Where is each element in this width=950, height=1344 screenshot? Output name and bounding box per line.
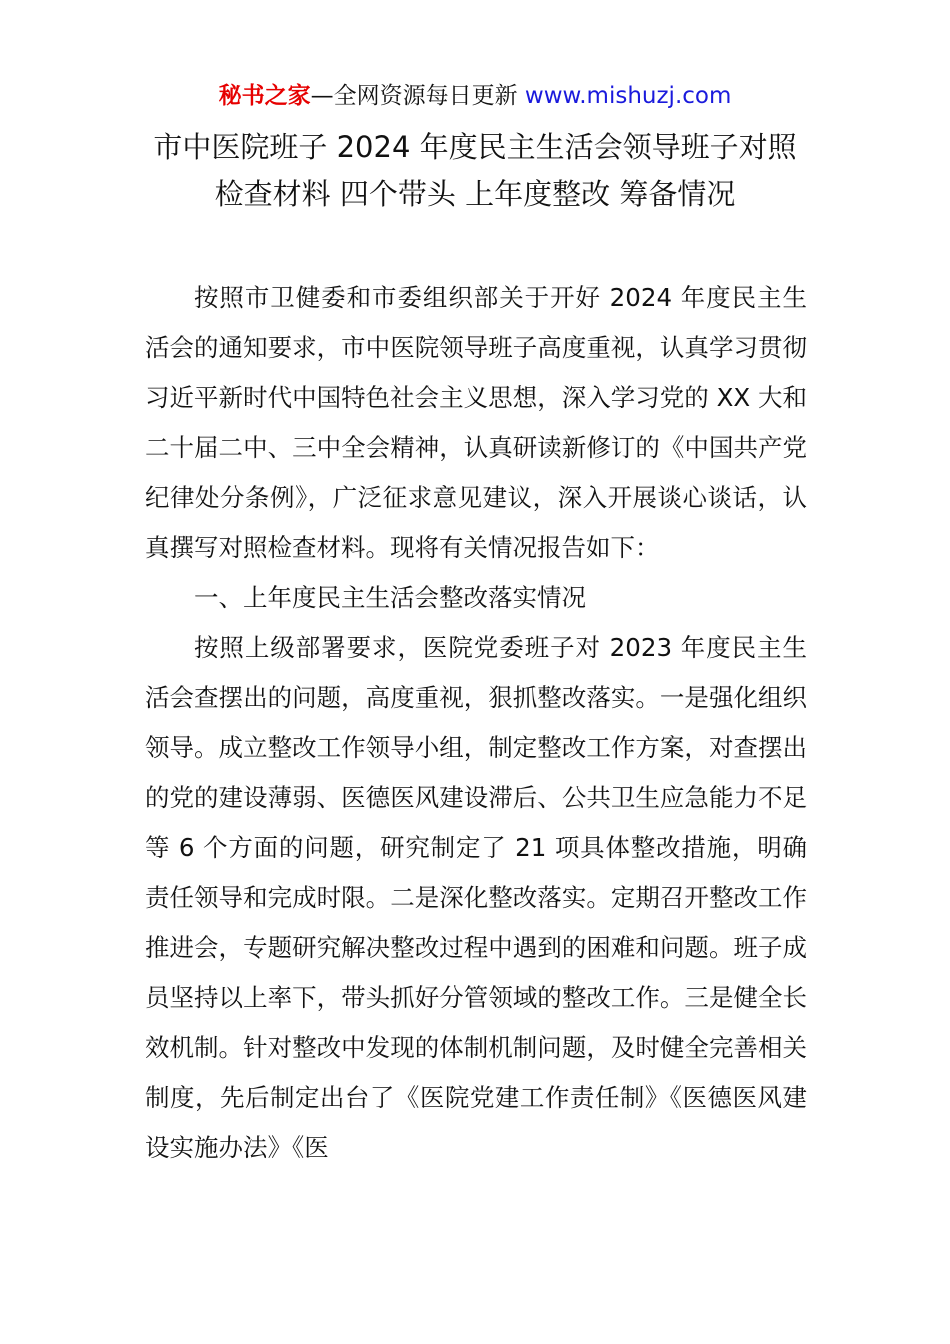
document-title: 市中医院班子 2024 年度民主生活会领导班子对照检查材料 四个带头 上年度整改 筹备情况 — [153, 130, 797, 211]
site-tagline: —全网资源每日更新 — [310, 83, 525, 109]
section-heading: 一、上年度民主生活会整改落实情况 — [194, 583, 586, 612]
section-paragraph: 按照上级部署要求，医院党委班子对 2023 年度民主生活会查摆出的问题，高度重视，狠抓整改落实。一是强化组织领导。成立整改工作领导小组，制定整改工作方案，对查摆出的党的建设薄弱、医德医风建设滞后、公共卫生应急能力不足等 6 个方面的问题，研究制定了 21 项具体整改措施，明确责任领导和完成时限。二是深化整改落实。定期召开整改工作推进会，专题研究解决整改过程中遇到的困难和问题。班子成员坚持以上率下，带头抓好分管领域的整改工作。三是健全长效机制。针对整改中发现的体制机制问题，及时健全完善相关制度，先后制定出台了《医院党建工作责任制》《医德医风建设实施办法》《医 — [145, 633, 807, 1162]
site-url-link[interactable]: www.mishuzj.com — [524, 83, 732, 109]
document-body — [145, 273, 807, 1173]
site-brand: 秘书之家 — [218, 83, 311, 109]
intro-paragraph: 按照市卫健委和市委组织部关于开好 2024 年度民主生活会的通知要求，市中医院领导班子高度重视，认真学习贯彻习近平新时代中国特色社会主义思想，深入学习党的 XX 大和二十届二中、三中全会精神，认真研读新修订的《中国共产党纪律处分条例》，广泛征求意见建议，深入开展谈心谈话，认真撰写对照检查材料。现将有关情况报告如下： — [145, 283, 807, 562]
site-header — [0, 80, 950, 112]
